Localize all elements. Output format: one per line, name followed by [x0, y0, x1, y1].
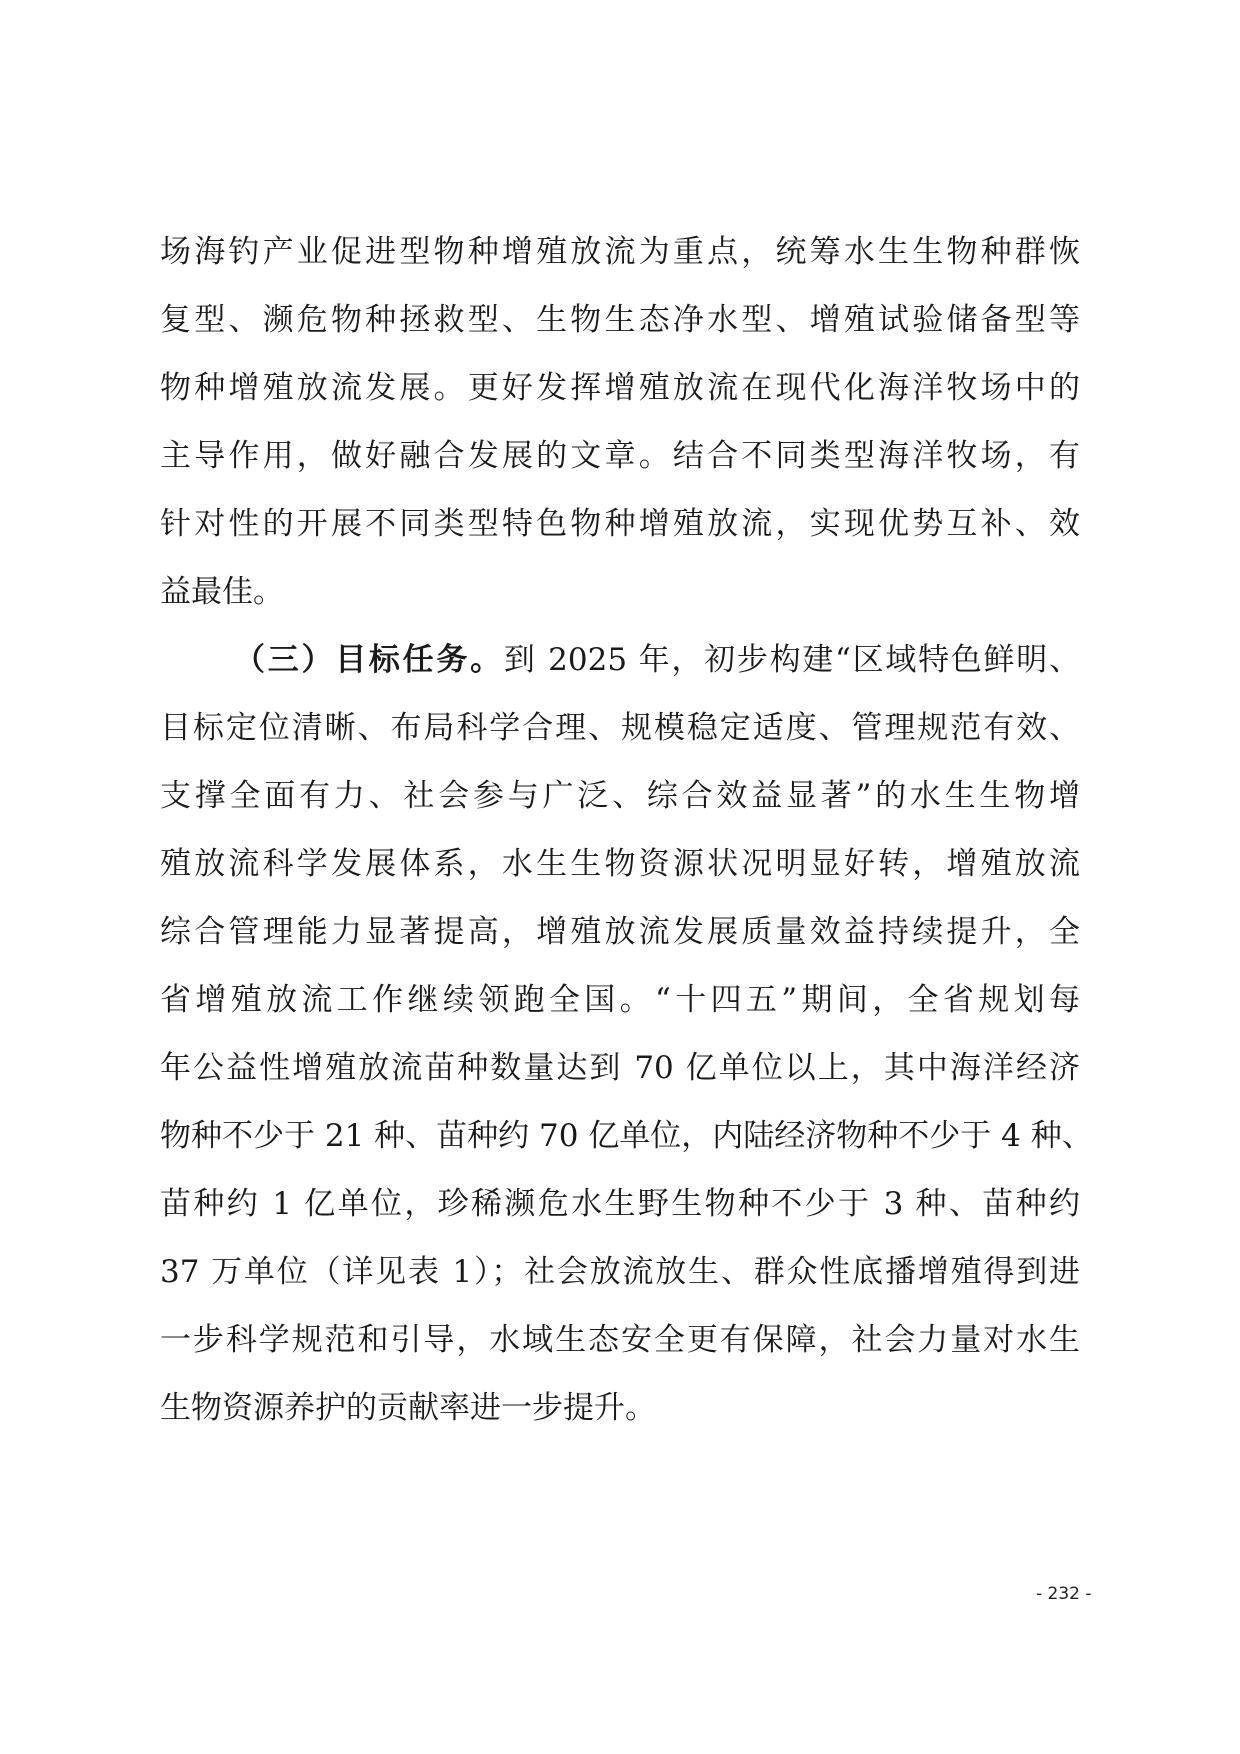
text-line: 殖放流科学发展体系，水生生物资源状况明显好转，增殖放流: [160, 846, 1080, 882]
section-heading: （三）目标任务。: [234, 642, 504, 678]
text-line: 益最佳。: [160, 574, 284, 610]
text-line: 主导作用，做好融合发展的文章。结合不同类型海洋牧场，有: [160, 438, 1080, 474]
text-line: 物种不少于 21 种、苗种约 70 亿单位，内陆经济物种不少于 4 种、: [160, 1118, 1093, 1154]
text-line: 针对性的开展不同类型特色物种增殖放流，实现优势互补、效: [160, 506, 1080, 542]
text-line: 目标定位清晰、布局科学合理、规模稳定适度、管理规范有效、: [160, 710, 1080, 746]
text-line: 年公益性增殖放流苗种数量达到 70 亿单位以上，其中海洋经济: [160, 1050, 1080, 1086]
paragraph-species-release: [160, 218, 1080, 626]
text-line: [160, 626, 1080, 694]
paragraph-goals-tasks: [160, 626, 1093, 1442]
text-line: 37 万单位（详见表 1）；社会放流放生、群众性底播增殖得到进: [160, 1254, 1080, 1290]
text-line: 生物资源养护的贡献率进一步提升。: [160, 1390, 656, 1426]
text-line: 物种增殖放流发展。更好发挥增殖放流在现代化海洋牧场中的: [160, 370, 1080, 406]
text-line: 支撑全面有力、社会参与广泛、综合效益显著”的水生生物增: [160, 778, 1080, 814]
text-line: 苗种约 1 亿单位，珍稀濒危水生野生物种不少于 3 种、苗种约: [160, 1186, 1080, 1222]
text-line: 一步科学规范和引导，水域生态安全更有保障，社会力量对水生: [160, 1322, 1080, 1358]
text-line: 综合管理能力显著提高，增殖放流发展质量效益持续提升，全: [160, 914, 1080, 950]
text-line: 复型、濒危物种拯救型、生物生态净水型、增殖试验储备型等: [160, 302, 1080, 338]
document-body: [160, 218, 1093, 1442]
text-line: 场海钓产业促进型物种增殖放流为重点，统筹水生生物种群恢: [160, 234, 1080, 270]
text-line: 省增殖放流工作继续领跑全国。“十四五”期间，全省规划每: [160, 982, 1080, 1018]
page-number: - 232 -: [1036, 1584, 1092, 1604]
heading-line-text: 到 2025 年，初步构建“区域特色鲜明、: [503, 642, 1081, 678]
